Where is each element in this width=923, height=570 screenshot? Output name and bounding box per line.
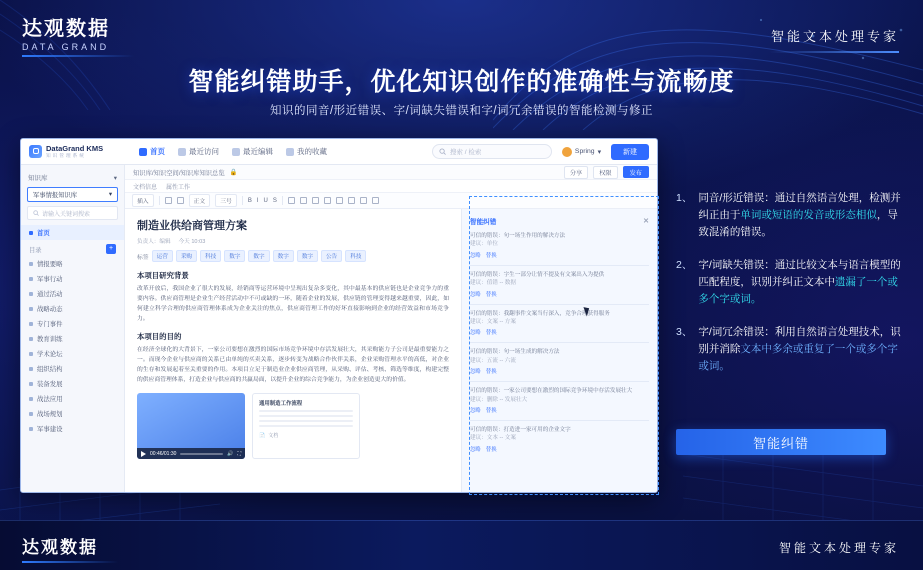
global-search-placeholder: 搜索 / 检索	[449, 149, 482, 156]
sidebar-item-home[interactable]	[21, 225, 124, 240]
section-text-2: 在经济全球化的大背景下，一家公司要想在激烈的国际市场竞争环境中存活发展壮大，其采购能力子公司是最重要能力之一。而现今企业与供应商的关系已由单纯的买卖关系，逐步转变为战略合作伙伴关系，企业采购管理水平的高低，对企业的生存和发展起着至关重要的作用。本项目立足于制造业企业供应商管理，从采购、评估、考核、筛选等维度，构建完整的供应商管理体系，打造企业与供应商的共赢局面，以提升企业的综合竞争能力，为企业创造更大的价值。	[137, 346, 449, 383]
feature-item-3-part-2: 文本中多余或重复了一个或多个字或词。	[698, 343, 898, 372]
feature-item-3-text	[698, 324, 901, 375]
video-card[interactable]	[137, 393, 245, 459]
breadcrumb: 知识库/知识空间/知识库知识总览	[133, 169, 225, 177]
section-title-2: 本项目的目的	[137, 331, 182, 341]
document-title: 制造业供给商管理方案	[137, 220, 247, 232]
document-header	[125, 165, 657, 180]
app-logo-title: DataGrand KMS	[46, 143, 104, 153]
correction-suggestion: 建议：文案 -- 方案	[470, 318, 516, 325]
sidebar-item-label: 战场规划	[37, 411, 63, 418]
style-select[interactable]: 正文	[189, 194, 211, 207]
bold-button[interactable]: B	[247, 197, 252, 204]
sidebar	[21, 165, 125, 492]
attachment-card[interactable]	[252, 393, 360, 459]
document-owner: 负责人：编辑	[137, 239, 171, 245]
feature-item-1-part-1: 通过自然语言处理，检测并纠正由于	[698, 192, 901, 221]
header-tagline-text: 智能文本处理专家	[770, 29, 899, 44]
folder-icon	[29, 382, 33, 386]
feature-item-1-number: 1、	[676, 192, 693, 204]
header-tagline-underline	[769, 51, 899, 53]
insert-button[interactable]: 插入	[132, 194, 154, 207]
more-icon[interactable]	[372, 197, 379, 204]
fullscreen-icon[interactable]: ⛶	[237, 450, 241, 457]
chevron-down-icon: ▾	[597, 148, 601, 156]
app-body	[21, 165, 657, 492]
nav-item-favorites[interactable]	[286, 146, 327, 157]
footer-tagline: 智能文本处理专家	[778, 541, 899, 555]
sidebar-item-label: 首页	[37, 230, 50, 237]
sidebar-item-11[interactable]	[21, 391, 124, 406]
user-menu[interactable]	[562, 147, 601, 157]
attachment-type: 文档	[268, 433, 279, 440]
underline-button[interactable]: U	[263, 197, 268, 204]
correction-item[interactable]	[470, 426, 649, 453]
nav-item-recent-edit[interactable]	[232, 146, 273, 157]
home-icon	[29, 231, 33, 235]
tab-doc-info[interactable]: 文档信息	[133, 184, 158, 191]
feature-item-2-part-1: 通过比较文本与语言模型的匹配程度，识别并纠正文本中	[698, 259, 901, 288]
footer-underline	[22, 561, 118, 563]
search-icon	[33, 210, 39, 216]
sidebar-item-4[interactable]	[21, 286, 124, 301]
folder-icon	[29, 337, 33, 341]
feature-item-2-number: 2、	[676, 259, 693, 271]
tag-item[interactable]: 科技	[200, 250, 221, 262]
home-icon	[139, 148, 147, 156]
section-text-1: 改革开放后，我国企业了很大的发展，经销商等运营环境中呈现出复杂多变化，其中最基本的供应链也是企业竞争力的重要内容。供应商管理是企业生产经营活动中不可或缺的一环，随着企业的发展，供应链的管理变得越来越重要，因此，如何建立科学合理的供应商管理体系成为企业关注的焦点，供应商管理工作的好坏直接影响到企业的经营效益和市场竞争力。	[137, 286, 449, 323]
sidebar-section-title-row	[21, 170, 124, 185]
ignore-button[interactable]: 忽略	[470, 369, 481, 376]
folder-icon	[29, 307, 33, 311]
replace-button[interactable]: 替换	[485, 407, 497, 414]
add-icon[interactable]: +	[106, 244, 116, 254]
tag-item[interactable]: 数字	[248, 250, 269, 262]
feature-list	[676, 190, 901, 391]
publish-button[interactable]: 发布	[623, 166, 649, 178]
tag-item[interactable]: 采购	[176, 250, 197, 262]
strikethrough-button[interactable]: S	[272, 197, 277, 204]
sidebar-section-title: 知识库	[28, 175, 48, 182]
correction-item[interactable]	[470, 387, 649, 414]
nav-item-recent-visit-label: 最近访问	[189, 147, 219, 156]
attachment-title: 通用制造工作流程	[259, 401, 303, 408]
attachment-foot	[259, 432, 353, 439]
italic-button[interactable]: I	[256, 197, 259, 204]
correction-item[interactable]	[470, 310, 649, 337]
image-icon[interactable]	[348, 197, 355, 204]
content-area	[125, 165, 657, 492]
correction-text: 可信的错误：句一场生成的解决方法	[470, 349, 560, 356]
bullet-list-icon[interactable]	[312, 197, 319, 204]
replace-button[interactable]: 替换	[485, 446, 497, 453]
folder-icon	[29, 262, 33, 266]
ignore-button[interactable]: 忽略	[470, 407, 481, 414]
video-time: 00:46/01:30	[150, 450, 177, 457]
header-tagline	[769, 26, 899, 53]
correction-item[interactable]	[470, 232, 649, 259]
folder-icon	[29, 427, 33, 431]
redo-icon[interactable]	[177, 197, 184, 204]
correction-suggestion: 建议：五流 -- 六流	[470, 357, 516, 364]
tag-item[interactable]: 运营	[152, 250, 173, 262]
document-editor[interactable]	[125, 209, 461, 492]
nav-item-recent-edit-label: 最近编辑	[243, 147, 273, 156]
feature-item-1-part-0: 同音/形近错误：	[698, 192, 775, 204]
ignore-button[interactable]: 忽略	[470, 252, 481, 259]
feature-item-2-part-0: 字/词缺失错误：	[698, 259, 775, 271]
lock-icon: 🔒	[229, 169, 238, 176]
folder-icon	[29, 367, 33, 371]
nav-item-recent-visit[interactable]	[178, 146, 219, 157]
folder-icon	[29, 412, 33, 416]
feature-item-1-part-2: 单词或短语的发音或形态相似	[740, 209, 877, 221]
sidebar-item-6[interactable]	[21, 316, 124, 331]
new-button[interactable]: 新建	[611, 144, 649, 160]
nav-item-home-label: 首页	[150, 147, 165, 156]
sidebar-item-8[interactable]	[21, 346, 124, 361]
feature-item-2	[676, 257, 901, 308]
feature-item-3	[676, 324, 901, 375]
global-search-input[interactable]	[432, 144, 552, 159]
editor-wrap	[125, 209, 657, 492]
nav-item-favorites-label: 我的收藏	[297, 147, 327, 156]
smart-correction-cta-button[interactable]: 智能纠错	[676, 429, 886, 455]
document-meta	[137, 237, 449, 245]
share-button[interactable]: 分享	[564, 166, 588, 179]
footer-brand	[22, 533, 118, 563]
sidebar-item-13[interactable]	[21, 421, 124, 436]
table-icon[interactable]	[336, 197, 343, 204]
sidebar-item-label: 组织结构	[37, 366, 63, 373]
sidebar-item-label: 军事行动	[37, 276, 63, 283]
knowledge-space-select[interactable]	[27, 187, 118, 202]
correction-text: 可信的错误：字生一部分让情不提及有文案出入为提供	[470, 271, 605, 278]
tag-item[interactable]: 科技	[345, 250, 366, 262]
app-top-nav	[139, 146, 327, 157]
folder-icon	[29, 352, 33, 356]
feature-item-3-number: 3、	[676, 326, 693, 338]
tab-attribute-work[interactable]: 属性工作	[166, 184, 191, 191]
correction-suggestion: 建议：值错 -- 数据	[470, 280, 516, 287]
edit-icon	[232, 148, 240, 156]
permission-button[interactable]: 权限	[593, 166, 617, 179]
video-controls[interactable]	[137, 448, 245, 459]
correction-item[interactable]	[470, 348, 649, 375]
folder-icon	[29, 397, 33, 401]
sidebar-item-label: 战法应用	[37, 396, 63, 403]
sidebar-item-12[interactable]	[21, 406, 124, 421]
correction-panel	[461, 209, 657, 492]
sidebar-item-label: 专门事件	[37, 321, 63, 328]
tag-item[interactable]: 数字	[297, 250, 318, 262]
replace-button[interactable]: 替换	[485, 369, 497, 376]
chevron-down-icon: ▾	[108, 191, 112, 198]
folder-icon	[29, 277, 33, 281]
sidebar-item-label: 学术论坛	[37, 351, 63, 358]
app-topbar	[21, 139, 657, 165]
star-icon	[286, 148, 294, 156]
clock-icon	[178, 148, 186, 156]
video-progress-slider[interactable]	[180, 453, 223, 455]
replace-button[interactable]: 替换	[485, 330, 497, 337]
correction-suggestion: 建议：单位	[470, 241, 498, 248]
page-title: 智能纠错助手，优化知识创作的准确性与流畅度	[188, 68, 735, 96]
avatar	[562, 147, 572, 157]
file-icon: 📄	[259, 432, 266, 439]
page-subtitle: 知识的同音/形近错误、字/词缺失错误和字/词冗余错误的智能检测与修正	[269, 105, 654, 117]
correction-text: 可信的错误：我翻事件文案当行深入，竞争合理获得服务	[470, 310, 610, 317]
correction-text: 可信的错误：打造进一家可用的企业文字	[470, 426, 571, 433]
feature-item-2-text	[698, 257, 901, 308]
app-logo-icon	[29, 145, 42, 158]
sidebar-catalog-label: 目录	[29, 246, 42, 254]
number-list-icon[interactable]	[324, 197, 331, 204]
volume-icon[interactable]: 🔊	[227, 450, 234, 457]
correction-text: 可信的错误：句一场生作用的解决方法	[470, 233, 566, 239]
font-size-select[interactable]: 三号	[215, 194, 237, 207]
document-tags	[137, 250, 449, 262]
replace-button[interactable]: 替换	[485, 252, 497, 259]
search-icon	[439, 148, 446, 155]
link-icon[interactable]	[360, 197, 367, 204]
align-left-icon[interactable]	[288, 197, 295, 204]
sidebar-item-10[interactable]	[21, 376, 124, 391]
brand-name-cn: 达观数据	[22, 18, 110, 40]
feature-item-3-part-1: 利用自然语言处理技术，识别并消除	[698, 326, 901, 355]
sidebar-item-label: 情报要略	[37, 261, 63, 268]
sidebar-item-7[interactable]	[21, 331, 124, 346]
ignore-button[interactable]: 忽略	[470, 330, 481, 337]
replace-button[interactable]: 替换	[485, 291, 497, 298]
correction-text: 可信的错误：一家公司要想在激烈的国际竞争环境中存活发展壮大	[470, 388, 633, 395]
knowledge-space-value: 军事情报知识库	[33, 192, 78, 199]
correction-panel-title: 智能纠错	[470, 219, 497, 226]
sidebar-item-label: 战略动态	[37, 306, 63, 313]
undo-icon[interactable]	[165, 197, 172, 204]
sidebar-item-5[interactable]	[21, 301, 124, 316]
feature-item-1-text	[698, 190, 901, 241]
brand-logo	[22, 18, 134, 57]
sidebar-search-placeholder: 请输入关键词搜索	[42, 211, 91, 218]
brand-underline	[22, 55, 134, 57]
user-name: Spring	[574, 148, 595, 155]
brand-name-en: DATA GRAND	[22, 42, 110, 52]
sidebar-catalog-header	[21, 240, 124, 256]
chevron-down-icon[interactable]: ▾	[113, 174, 117, 182]
feature-item-1	[676, 190, 901, 241]
editor-toolbar	[125, 193, 657, 209]
tag-label: 标签	[137, 254, 149, 261]
correction-suggestion: 建议：删除 -- 发展壮大	[470, 396, 528, 403]
correction-item[interactable]	[470, 271, 649, 298]
app-logo-subtitle: 知 识 管 理 系 统	[46, 153, 85, 159]
footer	[0, 520, 923, 570]
nav-item-home[interactable]	[139, 146, 165, 157]
document-time: 今天 10:03	[178, 239, 206, 245]
footer-brand-name: 达观数据	[22, 538, 98, 557]
sidebar-item-label: 通过活动	[37, 291, 63, 298]
app-screenshot	[20, 138, 658, 493]
folder-icon	[29, 322, 33, 326]
folder-icon	[29, 292, 33, 296]
sidebar-item-label: 教育训练	[37, 336, 63, 343]
play-icon[interactable]	[141, 451, 146, 457]
ignore-button[interactable]: 忽略	[470, 446, 481, 453]
align-center-icon[interactable]	[300, 197, 307, 204]
tag-item[interactable]: 数字	[273, 250, 294, 262]
ignore-button[interactable]: 忽略	[470, 291, 481, 298]
feature-item-2-part-2: 遗漏了一个或多个字或词。	[698, 276, 898, 305]
sidebar-item-3[interactable]	[21, 271, 124, 286]
correction-suggestion: 建议：文本 -- 文案	[470, 435, 516, 442]
sidebar-item-label: 军事建设	[37, 426, 63, 433]
tag-item[interactable]: 公告	[321, 250, 342, 262]
section-title-1: 本项目研究背景	[137, 271, 189, 280]
sidebar-item-label: 装备发展	[37, 381, 63, 388]
sidebar-search-input[interactable]	[27, 206, 118, 220]
media-row	[137, 393, 449, 459]
sidebar-item-2[interactable]	[21, 256, 124, 271]
tag-item[interactable]: 数字	[224, 250, 245, 262]
feature-item-3-part-0: 字/词冗余错误：	[698, 326, 775, 338]
correction-panel-header	[470, 216, 649, 226]
sidebar-item-9[interactable]	[21, 361, 124, 376]
app-logo	[29, 145, 133, 158]
document-tabs	[125, 180, 657, 193]
close-icon[interactable]: ✕	[643, 218, 649, 225]
feature-item-1-part-3: ，导致混淆的错误。	[698, 209, 898, 238]
